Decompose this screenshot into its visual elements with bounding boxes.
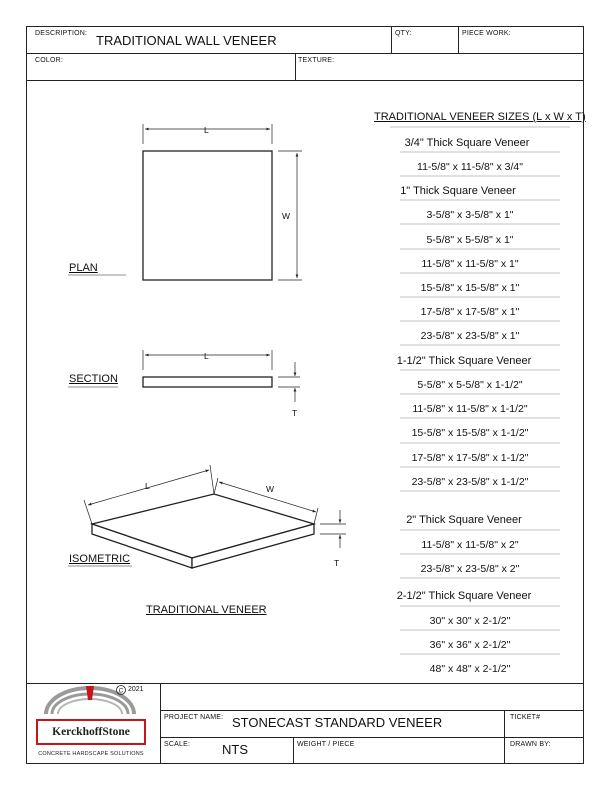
- size-item: 17-5/8" x 17-5/8" x 1": [420, 306, 520, 318]
- description-value: TRADITIONAL WALL VENEER: [96, 33, 277, 48]
- size-item: 30" x 30" x 2-1/2": [429, 615, 511, 627]
- section-view: [143, 350, 300, 402]
- project-name-label: PROJECT NAME:: [164, 714, 224, 721]
- section-length-label: L: [204, 351, 209, 361]
- size-item: 48" x 48" x 2-1/2": [429, 663, 511, 675]
- size-item: 11-5/8" x 11-5/8" x 1-1/2": [412, 403, 528, 415]
- logo-red-keystone: [86, 686, 94, 700]
- section-slab: [143, 377, 272, 387]
- group-heading: 3/4" Thick Square Veneer: [404, 137, 530, 149]
- qty-label: QTY:: [395, 30, 412, 37]
- scale-label: SCALE:: [164, 741, 191, 748]
- ticket-divider: [504, 710, 505, 764]
- copyright-year: 2021: [128, 686, 144, 693]
- iso-width-label: W: [266, 484, 275, 494]
- footer-top-divider: [26, 683, 584, 684]
- logo-tagline: CONCRETE HARDSCAPE SOLUTIONS: [38, 751, 144, 757]
- size-item: 11-5/8" x 11-5/8" x 2": [421, 539, 519, 551]
- footer-row-divider-1: [160, 710, 584, 711]
- group-heading: 1-1/2" Thick Square Veneer: [396, 355, 532, 367]
- plan-view: [143, 124, 302, 280]
- size-item: 23-5/8" x 23-5/8" x 2": [420, 563, 520, 575]
- size-item: 15-5/8" x 15-5/8" x 1": [420, 282, 520, 294]
- size-item: 5-5/8" x 5-5/8" x 1-1/2": [417, 379, 523, 391]
- logo-brand: KerckhoffStone: [52, 726, 130, 738]
- iso-length-label: L: [145, 481, 150, 491]
- svg-text:C: C: [118, 687, 124, 695]
- size-item: 11-5/8" x 11-5/8" x 3/4": [417, 161, 523, 173]
- piece-work-label: PIECE WORK:: [462, 30, 511, 37]
- project-name-value: STONECAST STANDARD VENEER: [232, 715, 443, 730]
- group-heading: 1" Thick Square Veneer: [400, 185, 516, 197]
- weight-label: WEIGHT / PIECE: [297, 741, 355, 748]
- section-view-label: SECTION: [69, 373, 118, 385]
- group-heading: 2-1/2" Thick Square Veneer: [396, 590, 532, 602]
- sizes-heading: TRADITIONAL VENEER SIZES (L x W x T): [374, 111, 586, 123]
- ticket-label: TICKET#: [510, 714, 541, 721]
- weight-divider: [293, 737, 294, 764]
- logo-box: [36, 719, 146, 745]
- scale-value: NTS: [222, 742, 248, 757]
- iso-thickness-label: T: [334, 558, 340, 568]
- plan-square: [143, 151, 272, 280]
- size-item: 15-5/8" x 15-5/8" x 1-1/2": [411, 427, 529, 439]
- plan-width-label: W: [282, 211, 291, 221]
- texture-label: TEXTURE:: [298, 57, 335, 64]
- drawing-caption: TRADITIONAL VENEER: [146, 604, 267, 616]
- plan-length-label: L: [204, 125, 209, 135]
- size-item: 3-5/8" x 3-5/8" x 1": [426, 209, 514, 221]
- isometric-view-label: ISOMETRIC: [69, 553, 131, 565]
- plan-view-label: PLAN: [69, 262, 98, 274]
- color-label: COLOR:: [35, 57, 64, 64]
- size-item: 36" x 36" x 2-1/2": [429, 639, 511, 651]
- size-item: 11-5/8" x 11-5/8" x 1": [421, 258, 519, 270]
- description-label: DESCRIPTION:: [35, 30, 88, 37]
- size-item: 23-5/8" x 23-5/8" x 1": [420, 330, 520, 342]
- logo-divider: [160, 683, 161, 764]
- size-item: 23-5/8" x 23-5/8" x 1-1/2": [411, 476, 529, 488]
- drawn-by-label: DRAWN BY:: [510, 741, 551, 748]
- iso-top-face: [92, 494, 314, 558]
- size-item: 17-5/8" x 17-5/8" x 1-1/2": [411, 452, 529, 464]
- group-heading: 2" Thick Square Veneer: [406, 514, 522, 526]
- section-thickness-label: T: [292, 408, 298, 418]
- size-item: 5-5/8" x 5-5/8" x 1": [426, 234, 514, 246]
- logo-graphic: [46, 686, 134, 715]
- footer-row-divider-2: [160, 737, 584, 738]
